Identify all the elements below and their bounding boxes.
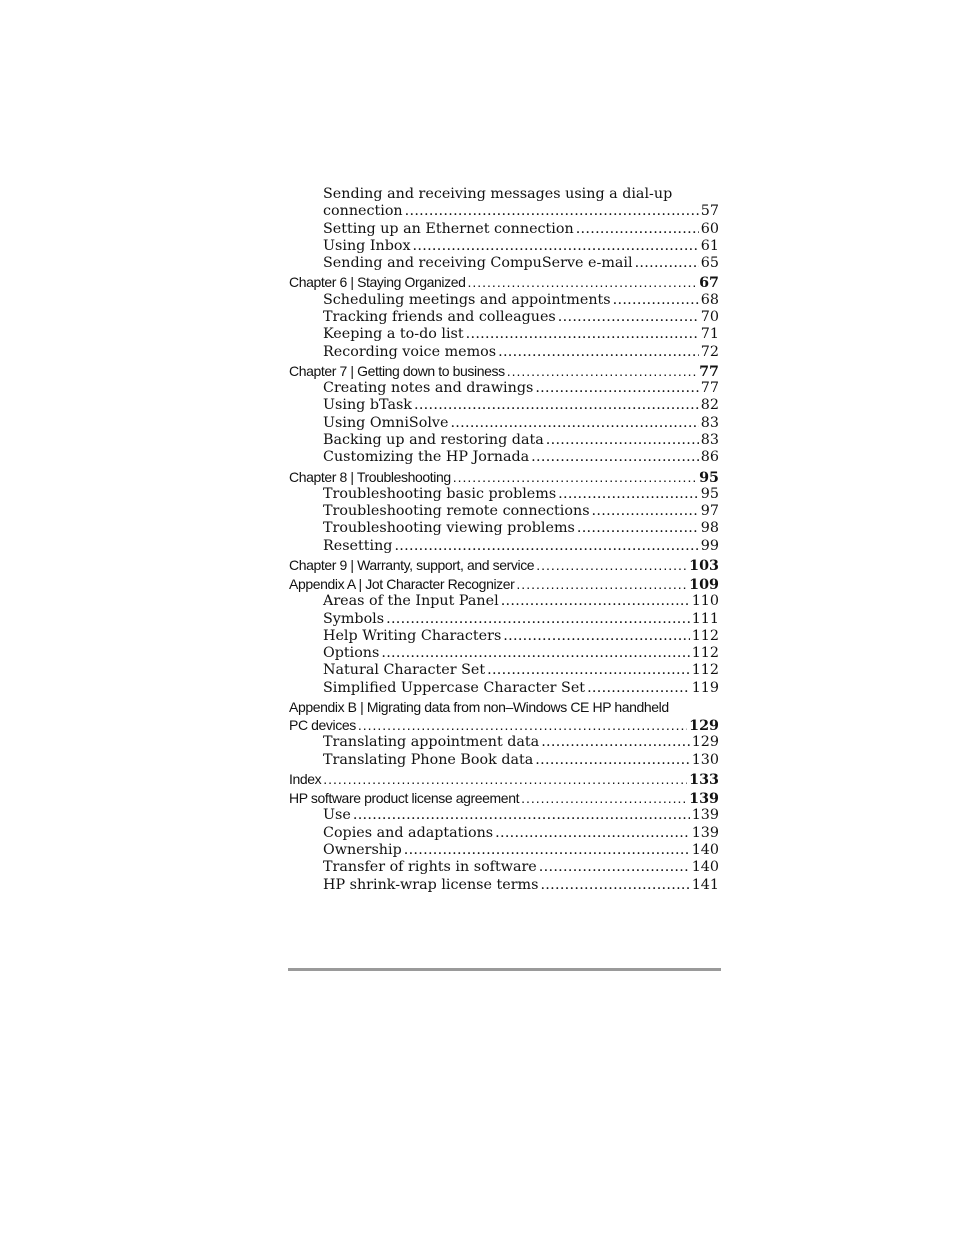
toc-entry-title: Simplified Uppercase Character Set [323,679,586,696]
toc-entry-page: 98 [700,520,719,537]
toc-chapter-title: HP software product license agreement [289,790,520,807]
toc-chapter-page: 129 [689,718,719,735]
dot-leader [503,628,689,645]
dot-leader [450,415,698,432]
toc-entry-dialup-line1 [289,186,719,203]
toc-entry[interactable] [289,611,719,628]
dot-leader [536,556,687,574]
toc-chapter-title: Appendix B | Migrating data from non–Windows CE HP handheld [289,699,669,716]
toc-entry-page: 68 [700,291,719,308]
toc-entry-inbox[interactable] [289,238,719,255]
toc-entry-page: 141 [691,876,719,893]
toc-entry[interactable] [289,503,719,520]
dot-leader [535,380,698,397]
toc-chapter-8[interactable] [289,468,719,486]
toc-entry-page: 111 [691,610,719,627]
toc-chapter-title: Appendix A | Jot Character Recognizer [289,576,515,593]
dot-leader [577,520,699,537]
dot-leader [546,432,699,449]
footer-rule [288,968,721,971]
toc-chapter-7[interactable] [289,362,719,380]
toc-entry[interactable] [289,380,719,397]
toc-entry[interactable] [289,309,719,326]
dot-leader [394,538,698,555]
toc-index[interactable] [289,770,719,788]
toc-entry[interactable] [289,680,719,697]
dot-leader [592,503,699,520]
toc-entry[interactable] [289,449,719,466]
toc-chapter-title: Chapter 9 | Warranty, support, and service [289,556,535,573]
toc-chapter-page: 109 [689,577,719,594]
toc-entry-title: Troubleshooting viewing problems [323,520,575,537]
toc-entry-title: Use [323,807,351,824]
dot-leader [539,859,690,876]
toc-entry-title: Ownership [323,842,402,858]
toc-entry-title: Creating notes and drawings [323,380,534,397]
toc-appendix-b-line1[interactable] [289,698,719,716]
dot-leader [353,807,690,824]
toc-entry-title: Sending and receiving messages using a dial-up [323,186,673,202]
dot-leader [541,734,690,751]
toc-entry[interactable] [289,734,719,751]
dot-leader [535,752,689,769]
toc-chapter-page: 67 [699,275,719,292]
toc-entry[interactable] [289,752,719,769]
toc-entry-title: Areas of the Input Panel [323,593,499,610]
toc-entry-title: Scheduling meetings and appointments [323,291,611,308]
toc-entry[interactable] [289,807,719,824]
toc-chapter-title: Chapter 8 | Troubleshooting [289,468,451,485]
table-of-contents [289,186,719,894]
dot-leader [405,203,699,220]
toc-entry[interactable] [289,628,719,645]
toc-chapter-title: PC devices [289,717,356,734]
toc-entry[interactable] [289,397,719,414]
toc-entry-title: Sending and receiving CompuServe e-mail [323,255,633,272]
dot-leader [358,716,687,734]
toc-entry-ethernet[interactable] [289,221,719,238]
toc-entry-page: 65 [700,255,719,272]
toc-entry-page: 60 [700,220,719,237]
toc-entry-page: 72 [700,343,719,360]
toc-license[interactable] [289,789,719,807]
toc-entry[interactable] [289,645,719,662]
toc-entry[interactable] [289,520,719,537]
toc-entry-title: Tracking friends and colleagues [323,308,556,325]
toc-entry-title: Options [323,645,380,662]
toc-entry-page: 140 [691,859,719,876]
dot-leader [404,842,690,859]
dot-leader [516,575,687,593]
toc-entry-title: Translating appointment data [323,734,540,751]
dot-leader [414,397,699,414]
toc-entry-title: Transfer of rights in software [323,859,537,876]
toc-entry-title: Copies and adaptations [323,824,494,841]
dot-leader [495,825,690,842]
toc-entry-page: 86 [700,449,719,466]
dot-leader [498,344,699,361]
toc-entry-page: 129 [691,734,719,751]
toc-entry-page: 83 [700,414,719,431]
toc-entry[interactable] [289,415,719,432]
dot-leader [558,486,699,503]
toc-entry[interactable] [289,292,719,309]
dot-leader [613,292,699,309]
toc-entry[interactable] [289,344,719,361]
dot-leader [487,662,690,679]
dot-leader [521,789,687,807]
toc-entry-title: Resetting [323,537,393,554]
toc-entry-page: 70 [700,308,719,325]
toc-entry-page: 83 [700,431,719,448]
toc-entry-page: 139 [691,824,719,841]
toc-entry-title: Using OmniSolve [323,414,449,431]
toc-entry-title: Keeping a to-do list [323,326,464,343]
toc-entry-title: Translating Phone Book data [323,751,534,768]
toc-appendix-b[interactable] [289,716,719,734]
toc-entry-page: 112 [691,662,719,679]
toc-entry-page: 119 [691,679,719,696]
dot-leader [587,680,690,697]
toc-entry-title: Using bTask [323,397,412,414]
toc-entry-page: 77 [700,380,719,397]
dot-leader [501,593,690,610]
toc-entry-title: Help Writing Characters [323,627,502,644]
toc-entry-compuserve[interactable] [289,255,719,272]
toc-entry[interactable] [289,662,719,679]
toc-entry-title: Symbols [323,610,385,627]
toc-entry-title: Recording voice memos [323,343,497,360]
toc-entry[interactable] [289,486,719,503]
dot-leader [635,255,699,272]
dot-leader [453,468,697,486]
toc-chapter-9[interactable] [289,556,719,574]
toc-entry-page: 95 [700,485,719,502]
toc-appendix-a[interactable] [289,575,719,593]
toc-entry[interactable] [289,859,719,876]
toc-chapter-title: Index [289,771,322,788]
dot-leader [558,309,699,326]
toc-entry-page: 110 [691,593,719,610]
toc-chapter-page: 95 [699,469,719,486]
toc-entry-title: connection [323,203,403,220]
toc-entry-title: Troubleshooting remote connections [323,503,590,520]
toc-chapter-title: Chapter 6 | Staying Organized [289,274,466,291]
toc-entry-page: 97 [700,503,719,520]
toc-entry-title: Customizing the HP Jornada [323,449,530,466]
toc-chapter-page: 139 [689,791,719,808]
dot-leader [576,221,699,238]
dot-leader [381,645,689,662]
toc-entry-page: 57 [700,203,719,220]
dot-leader [323,770,687,788]
toc-entry-page: 112 [691,645,719,662]
toc-entry[interactable] [289,326,719,343]
toc-chapter-page: 133 [689,772,719,789]
toc-entry-page: 82 [700,397,719,414]
dot-leader [540,877,689,894]
toc-chapter-title: Chapter 7 | Getting down to business [289,362,505,379]
toc-entry-page: 99 [700,537,719,554]
toc-entry-page: 71 [700,326,719,343]
toc-entry-title: Natural Character Set [323,662,486,679]
toc-chapter-page: 103 [689,557,719,574]
toc-entry-page: 130 [691,751,719,768]
dot-leader [466,326,699,343]
toc-entry-page: 112 [691,627,719,644]
toc-entry[interactable] [289,432,719,449]
toc-entry-dialup[interactable] [289,203,719,220]
toc-entry-title: HP shrink-wrap license terms [323,876,539,893]
toc-entry[interactable] [289,877,719,894]
toc-entry[interactable] [289,842,719,859]
toc-entry-title: Troubleshooting basic problems [323,485,557,502]
dot-leader [467,273,697,291]
toc-entry-title: Using Inbox [323,237,411,254]
toc-chapter-6[interactable] [289,273,719,291]
toc-entry[interactable] [289,538,719,555]
dot-leader [386,611,690,628]
toc-entry-page: 61 [700,237,719,254]
toc-entry-title: Setting up an Ethernet connection [323,220,574,237]
toc-entry-page: 139 [691,807,719,824]
toc-chapter-page: 77 [699,363,719,380]
toc-entry-title: Backing up and restoring data [323,431,544,448]
dot-leader [507,362,697,380]
dot-leader [531,449,699,466]
toc-entry[interactable] [289,593,719,610]
dot-leader [413,238,699,255]
toc-entry-page: 140 [691,842,719,858]
toc-entry[interactable] [289,825,719,842]
